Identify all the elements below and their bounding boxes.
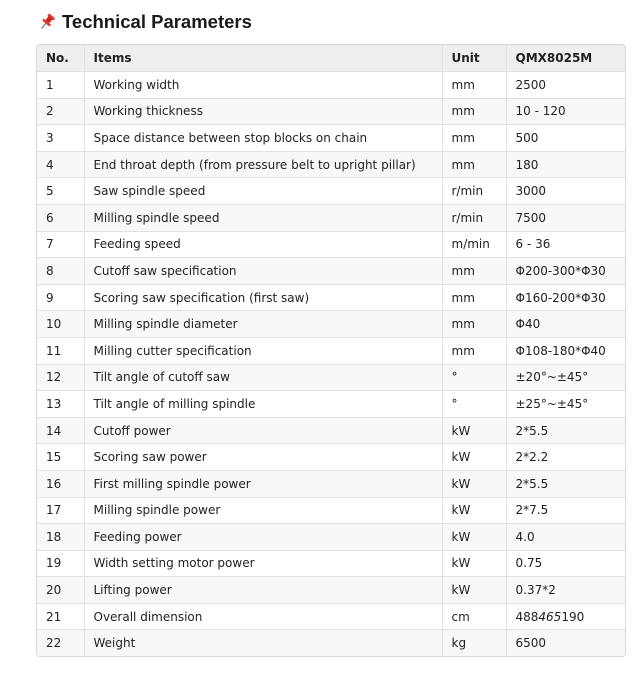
- pushpin-icon: [37, 12, 57, 32]
- cell-no: 1: [37, 72, 84, 99]
- cell-value: [506, 603, 625, 630]
- cell-unit: mm: [442, 98, 506, 125]
- table-row: [37, 98, 625, 125]
- cell-unit: mm: [442, 337, 506, 364]
- table-row: [37, 151, 625, 178]
- table-row: [37, 337, 625, 364]
- cell-no: 15: [37, 444, 84, 471]
- cell-item: Tilt angle of cutoff saw: [84, 364, 442, 391]
- cell-item: Milling spindle power: [84, 497, 442, 524]
- table-row: [37, 524, 625, 551]
- cell-unit: kW: [442, 444, 506, 471]
- cell-item: Feeding power: [84, 524, 442, 551]
- cell-value: 180: [506, 151, 625, 178]
- cell-unit: kW: [442, 417, 506, 444]
- cell-value: 4.0: [506, 524, 625, 551]
- cell-unit: cm: [442, 603, 506, 630]
- cell-no: 7: [37, 231, 84, 258]
- cell-unit: mm: [442, 258, 506, 285]
- cell-no: 10: [37, 311, 84, 338]
- cell-value: 6500: [506, 630, 625, 656]
- cell-value: Φ160-200*Φ30: [506, 284, 625, 311]
- cell-item: Overall dimension: [84, 603, 442, 630]
- cell-item: Width setting motor power: [84, 550, 442, 577]
- cell-no: 5: [37, 178, 84, 205]
- cell-no: 17: [37, 497, 84, 524]
- table-header-row: [37, 45, 625, 72]
- cell-value: Φ108-180*Φ40: [506, 337, 625, 364]
- page-heading: [37, 9, 252, 35]
- table-row: [37, 311, 625, 338]
- cell-value: 2*2.2: [506, 444, 625, 471]
- page-title: Technical Parameters: [62, 11, 252, 32]
- cell-unit: kW: [442, 470, 506, 497]
- table-row: [37, 444, 625, 471]
- cell-no: 3: [37, 125, 84, 152]
- table-row: [37, 72, 625, 99]
- table-row: [37, 364, 625, 391]
- cell-item: Scoring saw specification (first saw): [84, 284, 442, 311]
- cell-no: 4: [37, 151, 84, 178]
- cell-value: Φ200-300*Φ30: [506, 258, 625, 285]
- cell-no: 18: [37, 524, 84, 551]
- cell-unit: m/min: [442, 231, 506, 258]
- cell-unit: kW: [442, 497, 506, 524]
- dimension-length: 488: [515, 609, 539, 624]
- table-row: [37, 470, 625, 497]
- cell-no: 8: [37, 258, 84, 285]
- cell-item: Milling cutter specification: [84, 337, 442, 364]
- table-row: [37, 603, 625, 630]
- cell-item: Cutoff power: [84, 417, 442, 444]
- cell-value: 2*7.5: [506, 497, 625, 524]
- cell-item: Lifting power: [84, 577, 442, 604]
- cell-unit: kg: [442, 630, 506, 656]
- cell-unit: kW: [442, 524, 506, 551]
- table-row: [37, 497, 625, 524]
- cell-value: 10 - 120: [506, 98, 625, 125]
- cell-no: 13: [37, 391, 84, 418]
- cell-unit: mm: [442, 284, 506, 311]
- cell-unit: kW: [442, 577, 506, 604]
- cell-item: Saw spindle speed: [84, 178, 442, 205]
- cell-value: 3000: [506, 178, 625, 205]
- cell-value: ±25°~±45°: [506, 391, 625, 418]
- cell-item: Working thickness: [84, 98, 442, 125]
- dimension-width: 465: [538, 609, 562, 624]
- cell-no: 21: [37, 603, 84, 630]
- cell-item: Milling spindle diameter: [84, 311, 442, 338]
- table-row: [37, 284, 625, 311]
- header-no: No.: [37, 45, 84, 72]
- parameters-table: [37, 45, 625, 656]
- cell-no: 16: [37, 470, 84, 497]
- cell-unit: mm: [442, 125, 506, 152]
- cell-item: Feeding speed: [84, 231, 442, 258]
- table-row: [37, 125, 625, 152]
- cell-value: 0.37*2: [506, 577, 625, 604]
- cell-no: 9: [37, 284, 84, 311]
- header-items: Items: [84, 45, 442, 72]
- cell-value: 7500: [506, 204, 625, 231]
- cell-unit: mm: [442, 311, 506, 338]
- parameters-table-container: [36, 44, 626, 657]
- cell-item: Space distance between stop blocks on chain: [84, 125, 442, 152]
- table-row: [37, 630, 625, 656]
- cell-no: 22: [37, 630, 84, 656]
- header-model: QMX8025M: [506, 45, 625, 72]
- cell-item: Cutoff saw specification: [84, 258, 442, 285]
- cell-no: 12: [37, 364, 84, 391]
- cell-item: End throat depth (from pressure belt to upright pillar): [84, 151, 442, 178]
- cell-value: 2*5.5: [506, 470, 625, 497]
- cell-no: 14: [37, 417, 84, 444]
- table-row: [37, 577, 625, 604]
- table-row: [37, 231, 625, 258]
- cell-no: 2: [37, 98, 84, 125]
- cell-item: Tilt angle of milling spindle: [84, 391, 442, 418]
- cell-no: 11: [37, 337, 84, 364]
- cell-unit: kW: [442, 550, 506, 577]
- cell-item: Scoring saw power: [84, 444, 442, 471]
- cell-unit: r/min: [442, 204, 506, 231]
- table-row: [37, 204, 625, 231]
- cell-value: 0.75: [506, 550, 625, 577]
- dimension-height: 190: [561, 609, 585, 624]
- cell-value: Φ40: [506, 311, 625, 338]
- table-row: [37, 417, 625, 444]
- cell-value: 2500: [506, 72, 625, 99]
- cell-item: Weight: [84, 630, 442, 656]
- cell-value: 2*5.5: [506, 417, 625, 444]
- cell-unit: r/min: [442, 178, 506, 205]
- cell-item: Milling spindle speed: [84, 204, 442, 231]
- cell-value: 6 - 36: [506, 231, 625, 258]
- cell-unit: °: [442, 391, 506, 418]
- cell-item: Working width: [84, 72, 442, 99]
- table-row: [37, 178, 625, 205]
- cell-no: 20: [37, 577, 84, 604]
- cell-item: First milling spindle power: [84, 470, 442, 497]
- cell-unit: mm: [442, 72, 506, 99]
- cell-no: 6: [37, 204, 84, 231]
- cell-unit: mm: [442, 151, 506, 178]
- table-row: [37, 258, 625, 285]
- cell-value: 500: [506, 125, 625, 152]
- cell-value: ±20°~±45°: [506, 364, 625, 391]
- table-row: [37, 550, 625, 577]
- table-row: [37, 391, 625, 418]
- header-unit: Unit: [442, 45, 506, 72]
- cell-no: 19: [37, 550, 84, 577]
- cell-unit: °: [442, 364, 506, 391]
